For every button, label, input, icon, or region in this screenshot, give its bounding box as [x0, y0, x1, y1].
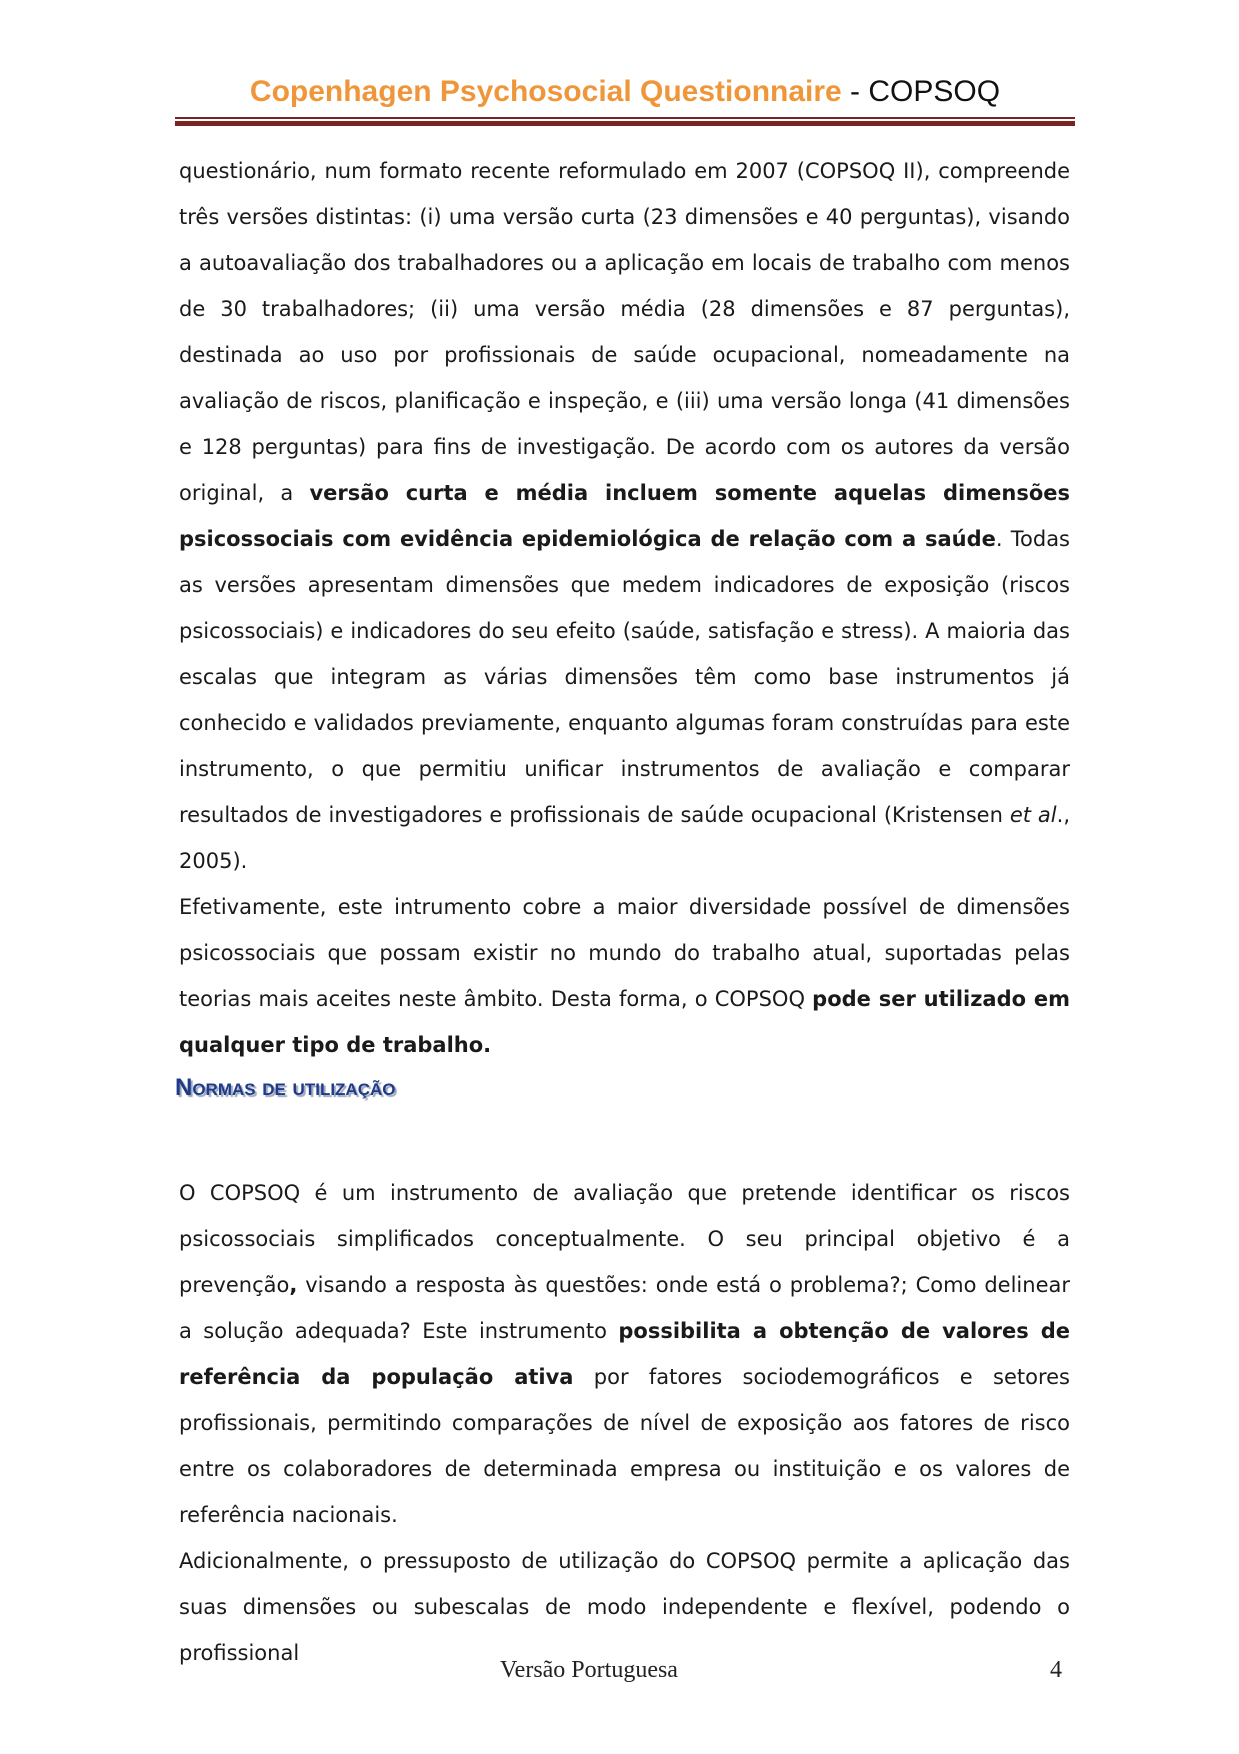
footer-page-number: 4 [1050, 1657, 1062, 1683]
section-heading: Normas de utilização [175, 1074, 396, 1101]
header-brand: Copenhagen Psychosocial Questionnaire [249, 75, 842, 108]
paragraph-versions-bold: versão curta e média incluem somente aquelas dimensões psicossociais com evidência epidemiológica de relação com a saúde [179, 481, 1070, 551]
paragraph-versions-text-a: questionário, num formato recente reformulado em 2007 (COPSOQ II), compreende três versões distintas: (i) uma versão curta (23 dimensões e 40 perguntas), visando a autoavaliação dos trabalhadores ou a aplicação em locais de trabalho com menos de 30 trabalhadores; (ii) uma versão média (28 dimensões e 87 perguntas), destinada ao uso por profissionais de saúde ocupacional, nomeadamente na avaliação de riscos, planificação e inspeção, e (iii) uma versão longa (41 dimensões e 128 perguntas) para fins de investigação. De acordo com os autores da versão original, a [179, 159, 1070, 505]
paragraph-purpose-bold: possibilita a obtenção de valores de referência da população ativa [179, 1319, 1070, 1389]
page-header [175, 74, 1075, 110]
header-rule-thin [175, 117, 1075, 119]
paragraph-versions-text-b: . Todas as versões apresentam dimensões que medem indicadores de exposição (riscos psicossociais) e indicadores do seu efeito (saúde, satisfação e stress). A maioria das escalas que integram as várias dimensões têm como base instrumentos já conhecido e validados previamente, enquanto algumas foram construídas para este instrumento, o que permitiu unificar instrumentos de avaliação e comparar resultados de investigadores e profissionais de saúde ocupacional (Kristensen [179, 527, 1070, 827]
paragraph-purpose-text-c: por fatores sociodemográficos e setores profissionais, permitindo comparações de nível de exposição aos fatores de risco entre os colaboradores de determinada empresa ou instituição e os valores de referência nacionais. [179, 1365, 1070, 1527]
body-text-top [179, 148, 1070, 1068]
paragraph-effectively [179, 884, 1070, 1068]
paragraph-copsoq-purpose [179, 1170, 1070, 1538]
body-text-bottom [179, 1170, 1070, 1676]
footer-label: Versão Portuguesa [500, 1657, 678, 1683]
paragraph-purpose-text-b: visando a resposta às questões: onde está o problema?; Como delinear a solução adequada? Este instrumento [179, 1273, 1070, 1343]
header-separator: - [841, 75, 869, 108]
paragraph-versions-italic: et al [1009, 803, 1057, 827]
paragraph-purpose-comma: , [289, 1273, 298, 1297]
paragraph-effectively-text: Efetivamente, este intrumento cobre a maior diversidade possível de dimensões psicossociais que possam existir no mundo do trabalho atual, suportadas pelas teorias mais aceites neste âmbito. Desta forma, o COPSOQ [179, 895, 1070, 1011]
header-rule-thick [175, 121, 1075, 126]
paragraph-versions [179, 148, 1070, 884]
paragraph-effectively-bold: pode ser utilizado em qualquer tipo de trabalho. [179, 987, 1070, 1057]
paragraph-purpose-text-a: O COPSOQ é um instrumento de avaliação que pretende identificar os riscos psicossociais simplificados conceptualmente. O seu principal objetivo é a prevenção [179, 1181, 1070, 1297]
paragraph-additionally: Adicionalmente, o pressuposto de utilização do COPSOQ permite a aplicação das suas dimensões ou subescalas de modo independente e flexível, podendo o profissional [179, 1549, 1070, 1665]
paragraph-versions-text-c: ., 2005). [179, 803, 1070, 873]
header-acronym: COPSOQ [868, 75, 1001, 108]
